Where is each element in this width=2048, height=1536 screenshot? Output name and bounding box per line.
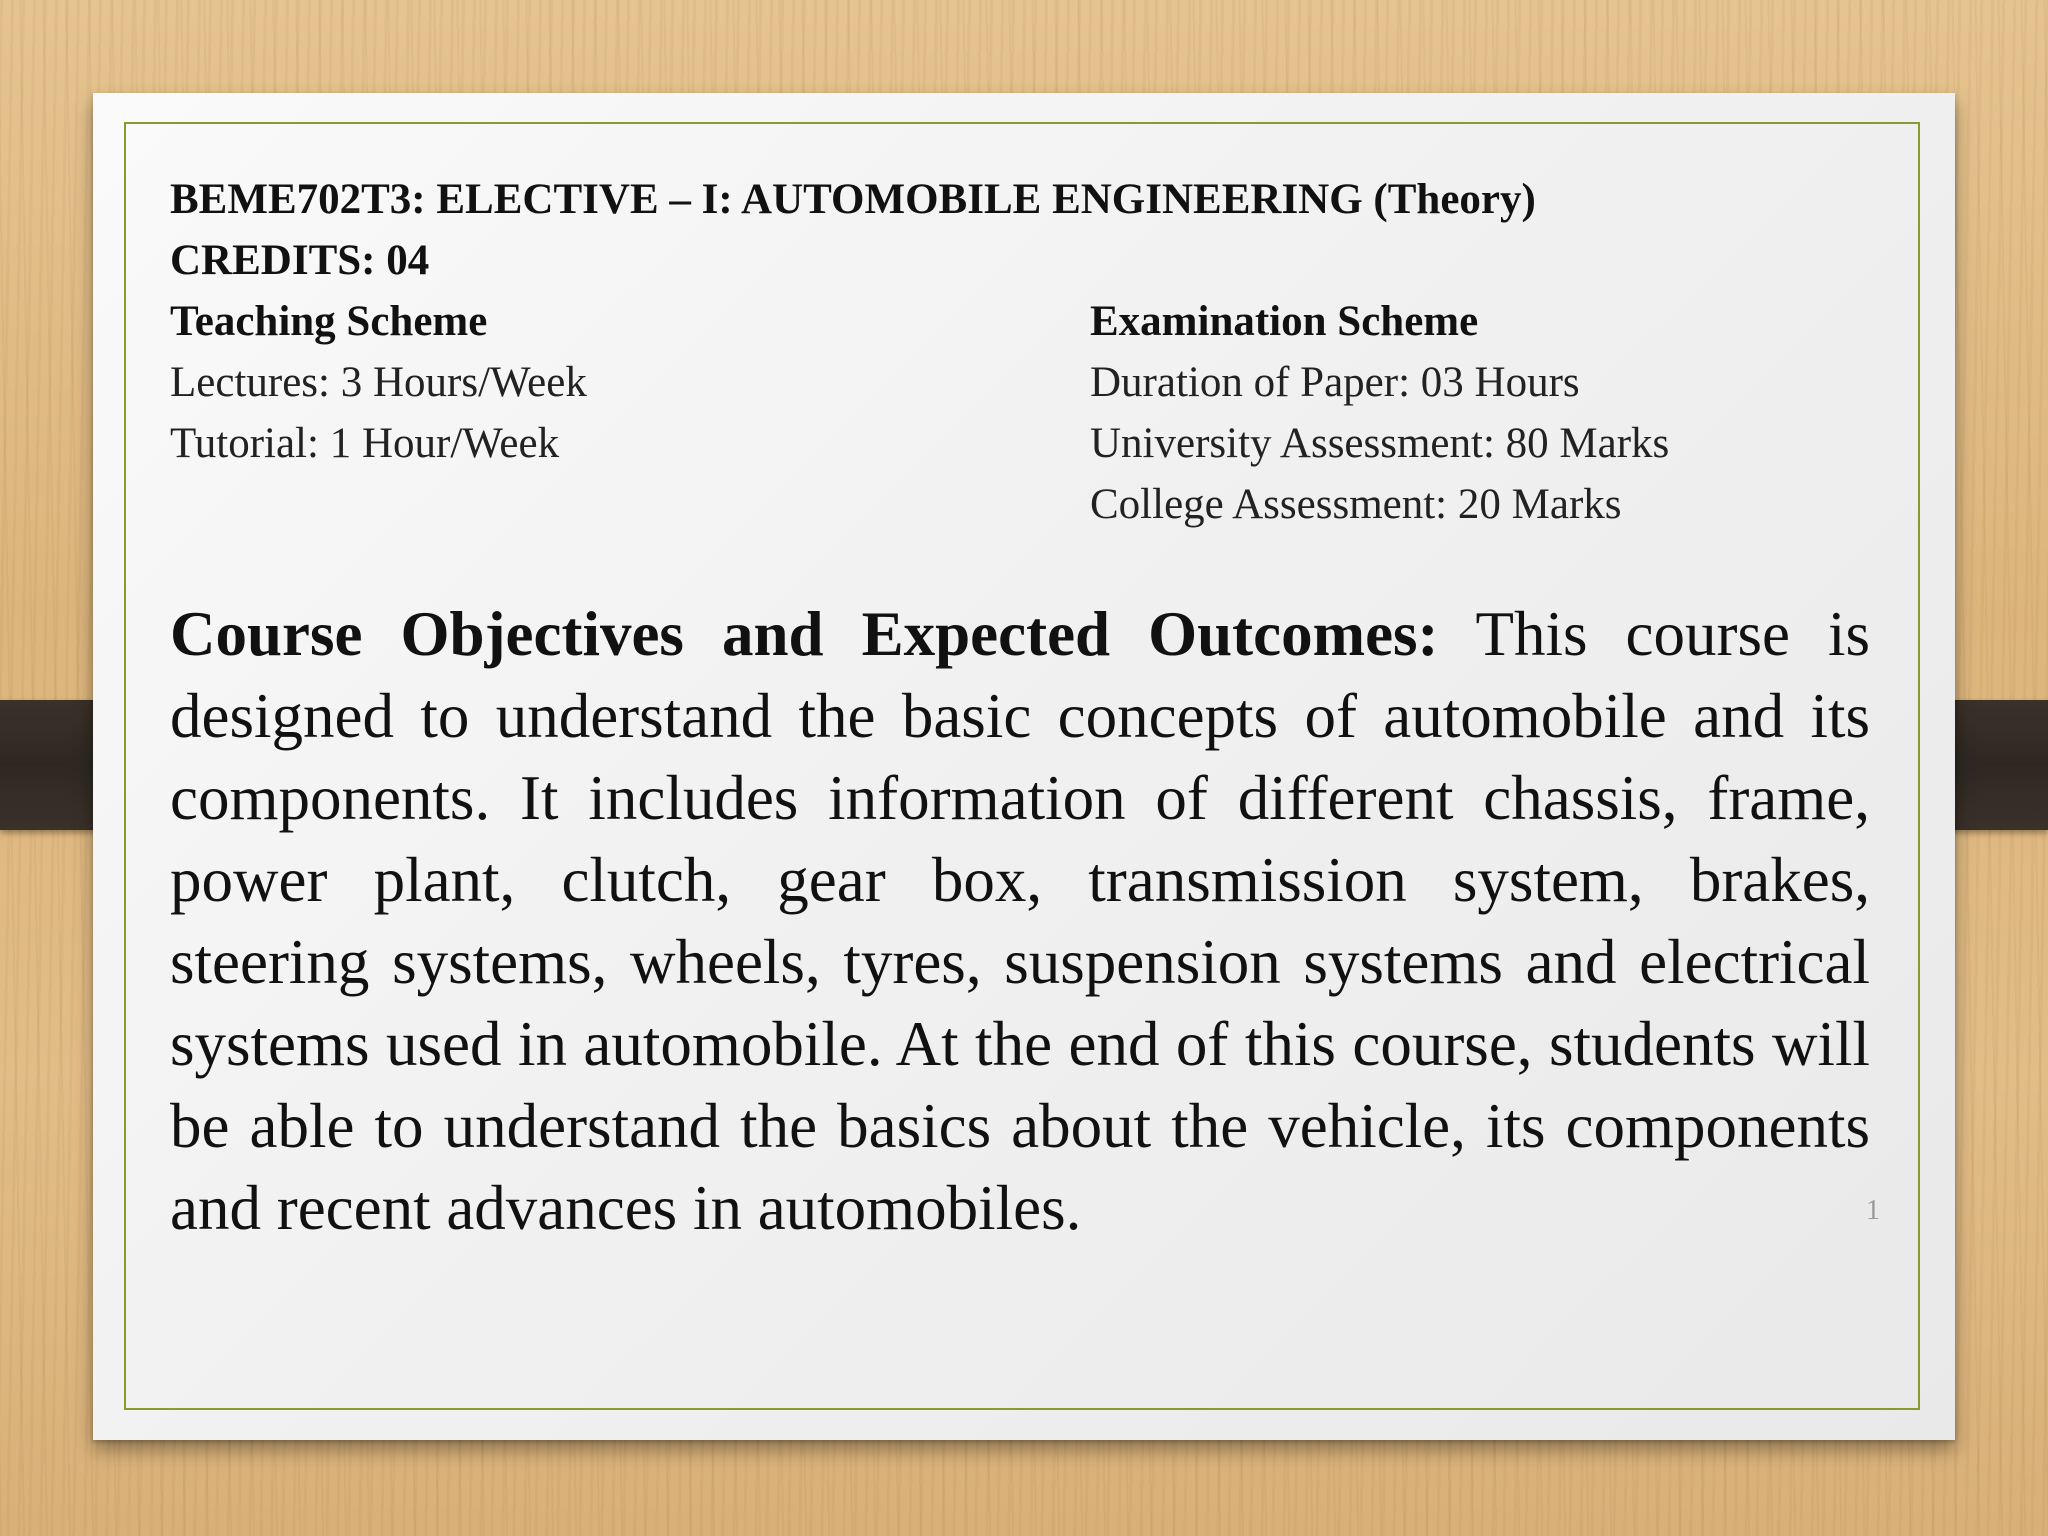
college-assessment-line: College Assessment: 20 Marks xyxy=(1090,481,1622,528)
examination-scheme-heading: Examination Scheme xyxy=(1090,298,1479,345)
objectives-lead: Course Objectives and Expected Outcomes: xyxy=(170,599,1439,669)
slide-card xyxy=(93,93,1955,1440)
university-assessment-line: University Assessment: 80 Marks xyxy=(1090,420,1670,467)
lectures-line: Lectures: 3 Hours/Week xyxy=(170,359,587,406)
objectives-body: This course is designed to understand the basic concepts of automobile and its components. It includes information of different chassis, frame, power plant, clutch, gear box, transmission system, brakes, steering systems, wheels, tyres, suspension systems and electrical systems used in automobile. At the end of this course, students will be able to understand the basics about the vehicle, its components and recent advances in automobiles. xyxy=(170,599,1871,1243)
credits: CREDITS: 04 xyxy=(170,237,430,284)
teaching-scheme-heading: Teaching Scheme xyxy=(170,298,488,345)
course-title: BEME702T3: ELECTIVE – I: AUTOMOBILE ENGINEERING (Theory) xyxy=(170,176,1536,223)
tutorial-line: Tutorial: 1 Hour/Week xyxy=(170,420,560,467)
course-objectives-paragraph xyxy=(170,593,1870,1249)
duration-line: Duration of Paper: 03 Hours xyxy=(1090,359,1580,406)
page-number: 1 xyxy=(1866,1195,1880,1226)
